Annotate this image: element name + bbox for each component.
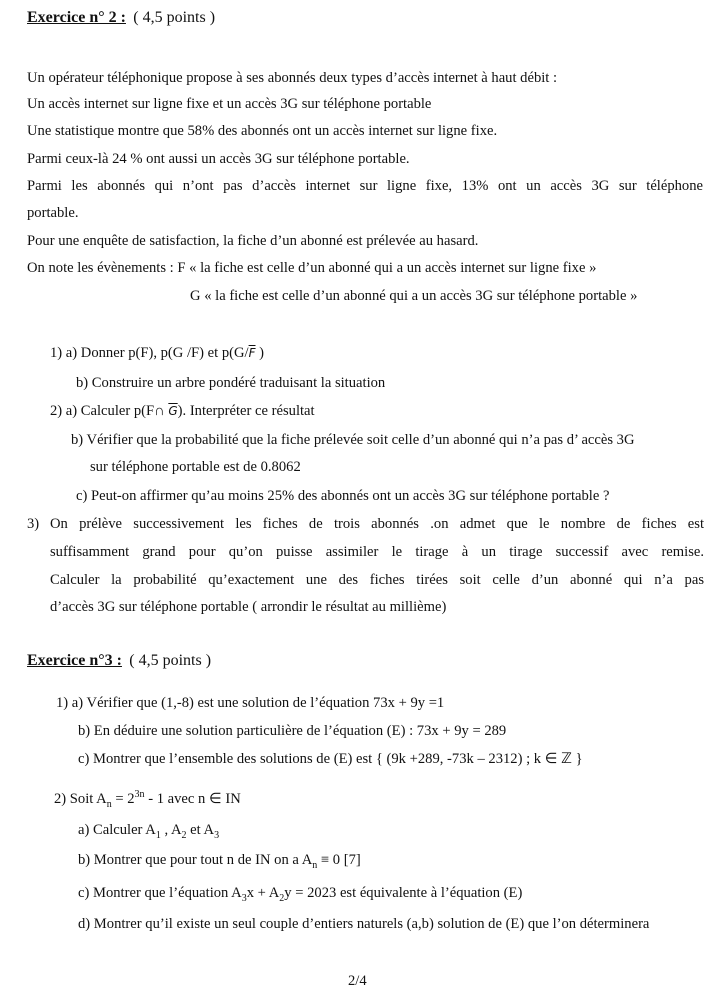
text-line: Un accès internet sur ligne fixe et un accès 3G sur téléphone portable xyxy=(27,96,432,112)
question-3: Calculer la probabilité qu’exactement une des fiches tirées soit celle d’un abonné qui n’a pas xyxy=(50,572,704,588)
event-g-definition: G « la fiche est celle d’un abonné qui a un accès 3G sur téléphone portable » xyxy=(190,288,638,304)
question-2b: b) Montrer que pour tout n de IN on a $A_n \equiv 0$ [7] xyxy=(78,852,361,871)
exercise-2-heading: Exercice n° 2 : ( 4,5 points ) xyxy=(27,9,216,26)
question-2a: 2) a) Calculer p(F∩ $\overline{G}$). Interpréter ce résultat xyxy=(50,403,315,419)
question-2a: a) Calculer $A_1$ , $A_2$ et $A_3$ xyxy=(78,822,220,841)
question-2c: c) Peut-on affirmer qu’au moins 25% des abonnés ont un accès 3G sur téléphone portable ? xyxy=(76,488,610,504)
exercise-3-heading: Exercice n°3 : ( 4,5 points ) xyxy=(27,652,212,669)
question-1b: b) En déduire une solution particulière de l’équation (E) : 73x + 9y = 289 xyxy=(78,723,507,739)
page-number: 2/4 xyxy=(348,973,367,989)
question-1a: 1) a) Donner p(F), p(G /F) et $p(G/\overline{F}$ ) xyxy=(50,345,265,361)
question-3: On prélève successivement les fiches de trois abonnés .on admet que le nombre de fiches est xyxy=(50,516,704,532)
question-1b: b) Construire un arbre pondéré traduisant la situation xyxy=(76,375,386,391)
question-2c: c) Montrer que l’équation $A_3x + A_2y = 2023$ est équivalente à l’équation (E) xyxy=(78,885,523,904)
text-line: Une statistique montre que 58% des abonnés ont un accès internet sur ligne fixe. xyxy=(27,123,498,139)
text-line: portable. xyxy=(27,205,79,221)
question-3: d’accès 3G sur téléphone portable ( arrondir le résultat au millième) xyxy=(50,599,447,615)
text-line: Pour une enquête de satisfaction, la fiche d’un abonné est prélevée au hasard. xyxy=(27,233,479,249)
text-line: Parmi les abonnés qui n’ont pas d’accès internet sur ligne fixe, 13% ont un accès 3G sur téléphone xyxy=(27,178,703,194)
text-line: Parmi ceux-là 24 % ont aussi un accès 3G sur téléphone portable. xyxy=(27,151,410,167)
question-1a: 1) a) Vérifier que (1,-8) est une solution de l’équation 73x + 9y =1 xyxy=(56,695,445,711)
question-1c: c) Montrer que l’ensemble des solutions de (E) est { (9k +289, -73k – 2312) ; k ∈ ℤ } xyxy=(78,751,583,767)
question-3: suffisamment grand pour qu’on puisse assimiler le tirage à un tirage successif avec remise. xyxy=(50,544,704,560)
text-line: Un opérateur téléphonique propose à ses abonnés deux types d’accès internet à haut débit : xyxy=(27,70,558,86)
question-2: 2) Soit $A_n = 2^{3n} - 1$ avec n ∈ IN xyxy=(54,789,241,810)
question-2b-cont: sur téléphone portable est de 0.8062 xyxy=(90,459,301,475)
event-f-definition: On note les évènements : F « la fiche est celle d’un abonné qui a un accès internet sur ligne fixe » xyxy=(27,260,597,276)
question-2b: b) Vérifier que la probabilité que la fiche prélevée soit celle d’un abonné qui n’a pas d’ accès 3G xyxy=(71,432,635,448)
question-3-number: 3) xyxy=(27,516,40,532)
question-2d: d) Montrer qu’il existe un seul couple d’entiers naturels (a,b) solution de (E) que l’on déterminera xyxy=(78,916,650,932)
